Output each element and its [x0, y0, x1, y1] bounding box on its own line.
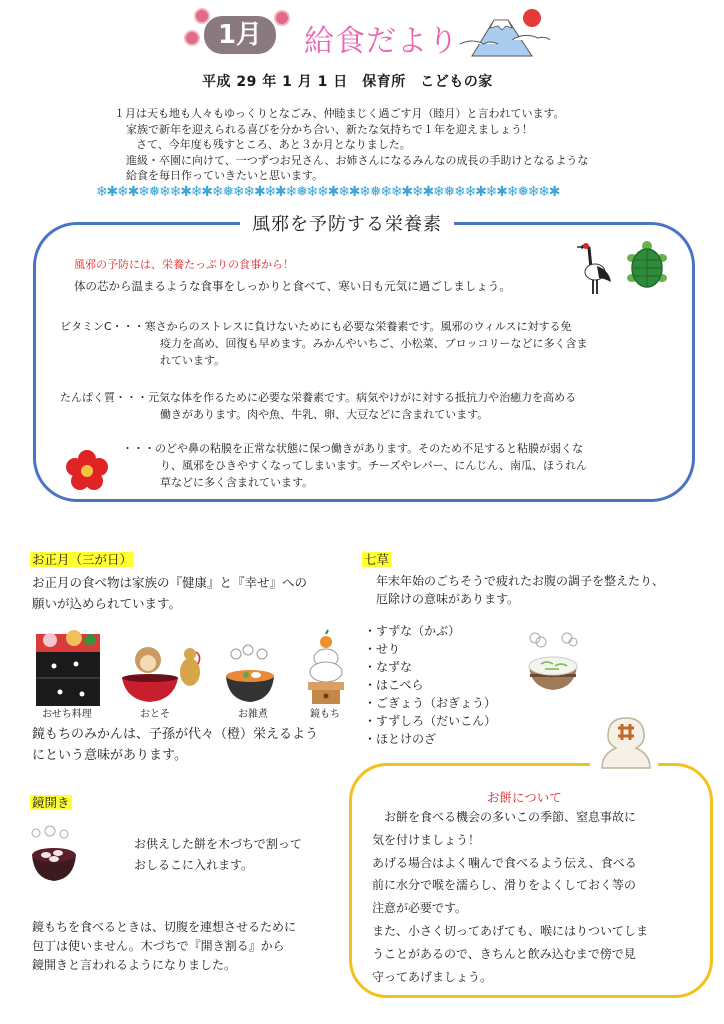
- oshiruko-bowl-icon: [28, 825, 80, 885]
- nutrient-text: 寒さからのストレスに負けないためにも必要な栄養素です。風邪のウィルスに対する免: [144, 320, 572, 333]
- list-item: ・すずな（かぶ）: [364, 624, 461, 638]
- text-line: お正月の食べ物は家族の『健康』と『幸せ』への: [32, 575, 308, 590]
- text-line: 鏡もちのみかんは、子孫が代々（橙）栄えるよう: [32, 727, 319, 742]
- list-item: ・ほとけのざ: [364, 732, 437, 746]
- nutrition-intro: 体の芯から温まるような食事をしっかりと食べて、寒い日も元気に過ごしましょう。: [74, 279, 511, 293]
- nutrient-text: り、風邪をひきやすくなってしまいます。チーズやレバー、にんじん、南瓜、ほうれん: [160, 459, 588, 472]
- month-badge: [190, 14, 290, 58]
- mikan-text: [32, 724, 318, 766]
- nutrient-vitamin-c: [60, 318, 670, 369]
- nutrient-label: ビタミンC・・・: [60, 320, 145, 333]
- crane-icon: [575, 240, 615, 296]
- text-line: あげる場合はよく噛んで食べるよう伝え、食べる: [372, 855, 637, 870]
- text-line: 気を付けましょう！: [372, 832, 481, 847]
- food-label: 鏡もち: [310, 709, 340, 720]
- plum-flower-icon: [274, 10, 290, 26]
- list-item: ・ごぎょう（おぎょう）: [364, 696, 497, 710]
- intro-text: [114, 106, 588, 184]
- heading-text: お正月（三が日）: [32, 552, 133, 567]
- turtle-icon: [626, 240, 668, 292]
- list-item: ・すずしろ（だいこん）: [364, 714, 497, 728]
- month-label: 1月: [204, 16, 276, 54]
- text-line: 厄除けの意味があります。: [376, 592, 520, 606]
- intro-line: さて、今年度も残すところ、あと３か月となりました。: [136, 138, 411, 151]
- page-title: 給食だより: [304, 24, 459, 59]
- osechi-icon: [36, 630, 100, 706]
- nanakusa-porridge-icon: [525, 628, 580, 696]
- heading-text: 七草: [364, 552, 390, 567]
- text-line: 守ってあげましょう。: [372, 969, 493, 984]
- seven-herbs-list: [364, 622, 496, 748]
- nutrient-text: 疫力を高め、回復も早めます。みかんやいちご、小松菜、ブロッコリーなどに多く含ま: [160, 337, 588, 350]
- food-label: おとそ: [140, 709, 170, 720]
- snowflake-divider: ❄✱❄✱❄❅❄❄✱❄✱❄❅❄❄✱❄✱❄❅❄❄✱❄✱❄❅❄❄✱❄✱❄❅❄❄✱❄✱❄❅❄❄✱: [96, 184, 560, 200]
- new-year-food-illustrations: [30, 620, 360, 710]
- heading-text: 鏡開き: [32, 795, 70, 810]
- section-heading-oshogatsu: [30, 549, 134, 568]
- list-item: ・なずな: [364, 660, 413, 674]
- kagamibiraki-text: [134, 834, 302, 876]
- food-label: おせち料理: [42, 709, 92, 720]
- mochi-box-text: [372, 806, 648, 988]
- food-label: お雑煮: [238, 709, 268, 720]
- grilled-mochi-icon: [598, 714, 654, 774]
- text-line: 年末年始のごちそうで疲れたお腹の調子を整えたり、: [376, 574, 665, 588]
- kagami-mochi-icon: [308, 630, 344, 704]
- issue-date-line: 平成 29 年 1 月 1 日 保育所 こどもの家: [202, 74, 493, 90]
- oshogatsu-text: [32, 572, 307, 614]
- nutrient-protein: [60, 389, 670, 423]
- mount-fuji-icon: [460, 4, 550, 62]
- nutrient-text: 元気な体を作るために必要な栄養素です。病気やけがに対する抵抗力や治癒力を高める: [148, 391, 577, 404]
- intro-line: １月は天も地も人々もゆっくりとなごみ、仲睦まじく過ごす月（睦月）と言われています。: [114, 107, 565, 120]
- text-line: 願いが込められています。: [32, 596, 182, 611]
- text-line: また、小さく切ってあげても、喉にはりついてしま: [372, 923, 649, 938]
- nanakusa-text: [376, 572, 664, 608]
- section-heading-kagamibiraki: [30, 792, 72, 811]
- text-line: おしるこに入れます。: [134, 858, 254, 872]
- nutrient-vitamin-a: [122, 440, 672, 491]
- nutrient-text: れています。: [160, 354, 226, 367]
- text-line: 包丁は使いません。木づちで『開き割る』から: [32, 939, 285, 953]
- text-line: 前に水分で喉を濡らし、滑りをよくしておく等の: [372, 878, 637, 893]
- text-line: 注意が必要です。: [372, 901, 468, 916]
- nutrient-text: 働きがあります。肉や魚、牛乳、卵、大豆などに含まれています。: [160, 408, 489, 421]
- text-line: うことがあるので、きちんと飲み込むまで傍で見: [372, 946, 636, 961]
- nutrition-red-heading: 風邪の予防には、栄養たっぷりの食事から！: [74, 258, 294, 271]
- list-item: ・はこべら: [364, 678, 424, 692]
- intro-line: 家族で新年を迎えられる喜びを分かち合い、新たな気持ちで１年を迎えましょう！: [126, 122, 533, 136]
- text-line: お供えした餅を木づちで割って: [134, 837, 302, 851]
- list-item: ・せり: [364, 642, 401, 656]
- plum-flower-icon: [184, 30, 200, 46]
- plum-blossom-icon: [66, 450, 108, 490]
- mochi-box-heading: お餅について: [487, 790, 562, 805]
- otoso-icon: [122, 647, 200, 702]
- text-line: お餅を食べる機会の多いこの季節、窒息事故に: [372, 810, 637, 824]
- intro-line: 進級・卒園に向けて、一つずつお兄さん、お姉さんになるみんなの成長の手助けとなるような: [126, 153, 589, 167]
- nutrient-text: のどや鼻の粘膜を正常な状態に保つ働きがあります。そのため不足すると粘膜が弱くな: [155, 442, 584, 455]
- nutrient-label: たんぱく質・・・: [60, 391, 148, 404]
- nutrition-box-title: 風邪を予防する栄養素: [240, 210, 454, 236]
- kagamibiraki-explanation: [32, 918, 296, 975]
- text-line: 鏡開きと言われるようになりました。: [32, 958, 237, 972]
- text-line: にという意味があります。: [32, 748, 187, 763]
- intro-line: 給食を毎日作っていきたいと思います。: [126, 169, 324, 182]
- section-heading-nanakusa: [362, 549, 391, 568]
- nutrient-label: ・・・: [122, 442, 155, 455]
- text-line: 鏡もちを食べるときは、切腹を連想させるために: [32, 920, 297, 934]
- ozoni-icon: [226, 645, 274, 702]
- nutrient-text: 草などに多く含まれています。: [160, 476, 314, 489]
